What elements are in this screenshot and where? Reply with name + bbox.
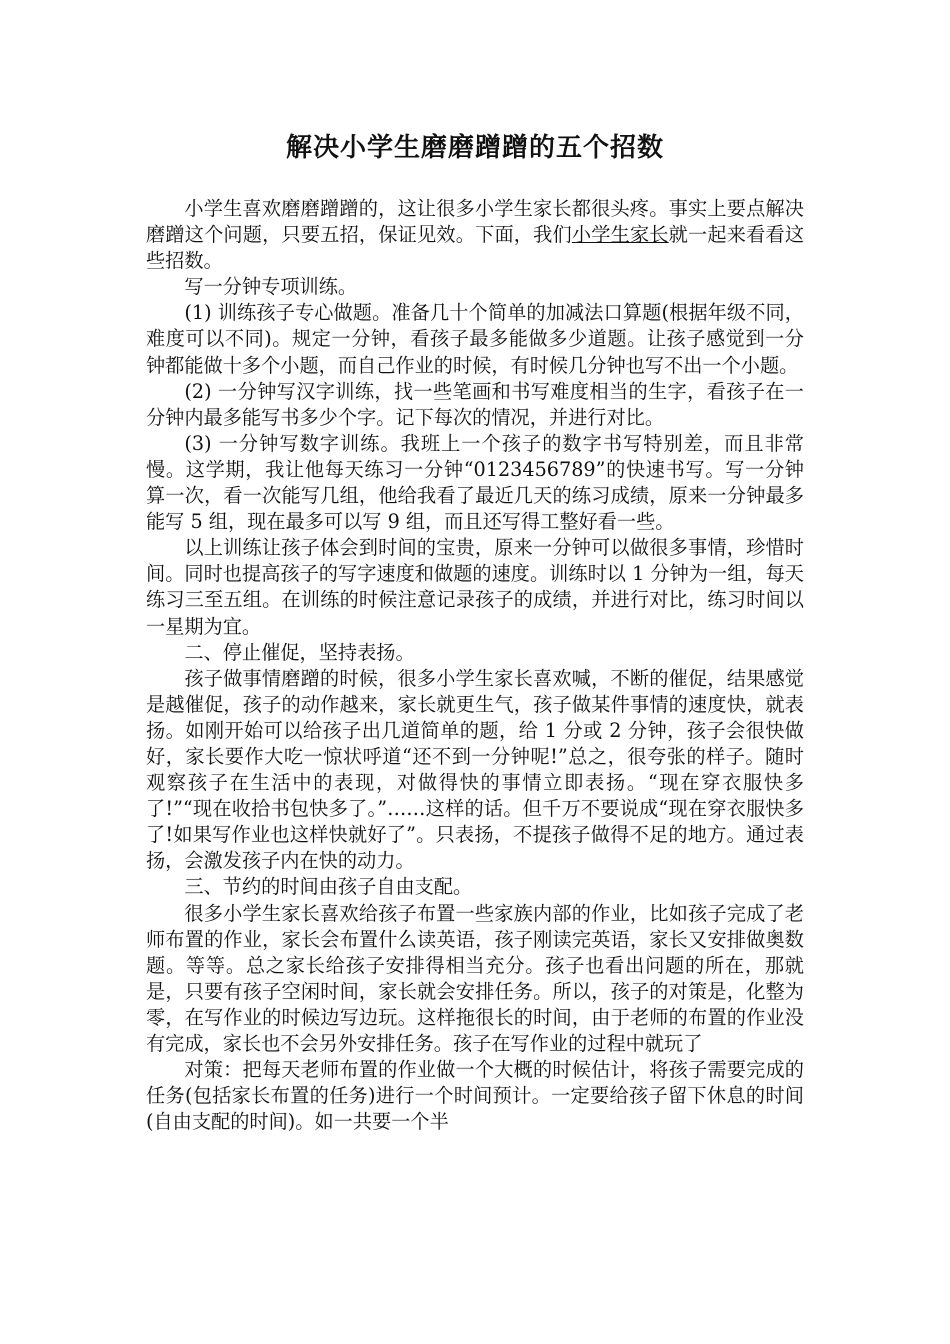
intro-text-end: 就一起来看看这些招数。 [146, 223, 805, 273]
document-title: 解决小学生磨磨蹭蹭的五个招数 [285, 133, 664, 163]
intro-paragraph [146, 196, 804, 274]
intro-text: 小学生喜欢磨磨蹭蹭的，这让很多小学生家长都很头疼。事实上要点解决磨蹭这个问题，只要五招，保证见效。下面，我们 [146, 197, 804, 247]
paragraph: 很多小学生家长喜欢给孩子布置一些家族内部的作业，比如孩子完成了老师布置的作业，家长会布置什么读英语，孩子刚读完英语，家长又安排做奥数题。等等。总之家长给孩子安排得相当充分。孩子也看出问题的所在，那就是，只要有孩子空闲时间，家长就会安排任务。所以，孩子的对策是，化整为零，在写作业的时候边写边玩。这样拖很长的时间，由于老师的布置的作业没有完成，家长也不会另外安排任务。孩子在写作业的过程中就玩了 [146, 901, 804, 1055]
paragraph: 写一分钟专项训练。 [184, 275, 358, 299]
section-heading: 二、停止催促，坚持表扬。 [184, 640, 415, 664]
parents-link[interactable]: 小学生家长 [571, 223, 669, 247]
document-body [146, 196, 804, 1135]
paragraph: 孩子做事情磨蹭的时候，很多小学生家长喜欢喊，不断的催促，结果感觉是越催促，孩子的动作越来，家长就更生气，孩子做某件事情的速度快，就表扬。如刚开始可以给孩子出几道简单的题，给 1 分或 2 分钟，孩子会很快做好，家长要作大吃一惊状呼道“还不到一分钟呢!”总之，很夸张的样子。随时观察孩子在生活中的表现，对做得快的事情立即表扬。“现在穿衣服快多了!”“现在收拾书包快多了。”……这样的话。但千万不要说成“现在穿衣服快多了!如果写作业也这样快就好了”。只表扬，不提孩子做得不足的地方。通过表扬，会激发孩子内在快的动力。 [146, 666, 804, 873]
paragraph: (3) 一分钟写数字训练。我班上一个孩子的数字书写特别差，而且非常慢。这学期，我让他每天练习一分钟“0123456789”的快速书写。写一分钟算一次，看一次能写几组，他给我看了最近几天的练习成绩，原来一分钟最多能写 5 组，现在最多可以写 9 组，而且还写得工整好看一些。 [146, 431, 804, 534]
section-heading: 三、节约的时间由孩子自由支配。 [184, 875, 473, 899]
paragraph: 对策：把每天老师布置的作业做一个大概的时候估计，将孩子需要完成的任务(包括家长布置的任务)进行一个时间预计。一定要给孩子留下休息的时间(自由支配的时间)。如一共要一个半 [146, 1058, 804, 1134]
paragraph: (1) 训练孩子专心做题。准备几十个简单的加减法口算题(根据年级不同，难度可以不同)。规定一分钟，看孩子最多能做多少道题。让孩子感觉到一分钟都能做十多个小题，而自己作业的时候，有时候几分钟也写不出一个小题。 [146, 301, 804, 377]
paragraph: (2) 一分钟写汉字训练，找一些笔画和书写难度相当的生字，看孩子在一分钟内最多能写书多少个字。记下每次的情况，并进行对比。 [146, 379, 804, 429]
paragraph: 以上训练让孩子体会到时间的宝贵，原来一分钟可以做很多事情，珍惜时间。同时也提高孩子的写字速度和做题的速度。训练时以 1 分钟为一组，每天练习三至五组。在训练的时候注意记录孩子的成绩，并进行对比，练习时间以一星期为宜。 [146, 536, 804, 638]
